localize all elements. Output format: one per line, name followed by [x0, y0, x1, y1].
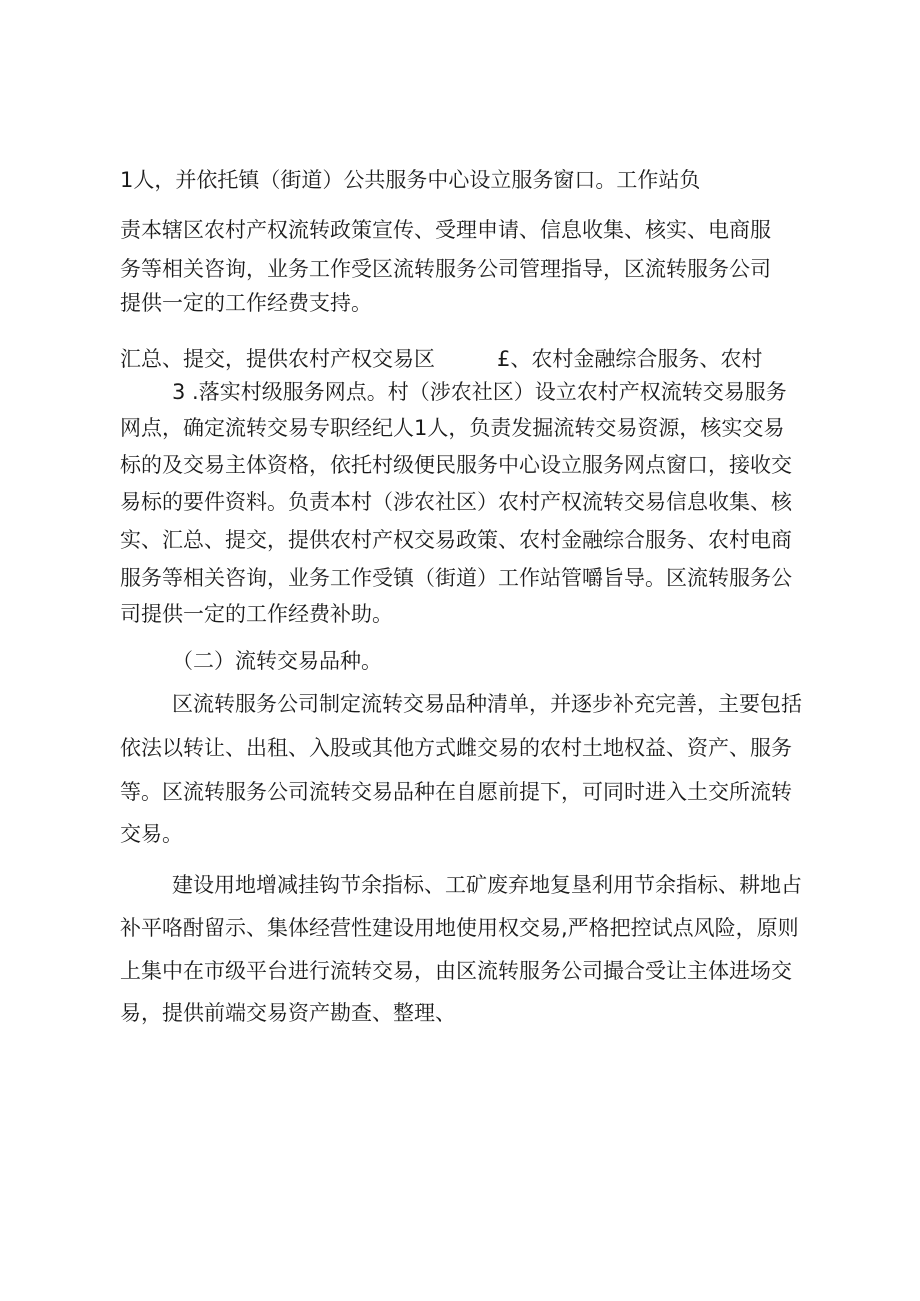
text-line: 交易。 [120, 822, 183, 846]
text-line: 补平咯酎留示、集体经营性建设用地使用权交易,严格把控试点风险，原则 [120, 916, 799, 940]
text-fragment: £、农村金融综合服务、农村 [497, 347, 763, 371]
text-line: 上集中在市级平台进行流转交易，由区流转服务公司撮合受让主体进场交 [120, 959, 792, 983]
text-line: 标的及交易主体资格，依托村级便民服务中心设立服务网点窗口，接收交 [120, 453, 792, 477]
text-line: 建设用地增减挂钩节余指标、工矿废弃地复垦利用节余指标、耕地占 [172, 873, 802, 897]
section-heading: （二）流转交易品种。 [172, 649, 382, 673]
text-line: 依法以转让、出租、入股或其他方式雌交易的农村土地权益、资产、服务 [120, 736, 792, 760]
text-line: 等。区流转服务公司流转交易品种在自愿前提下，可同时进入土交所流转 [120, 780, 792, 804]
text-line: 司提供一定的工作经费补助。 [120, 602, 393, 626]
text-line: 网点，确定流转交易专职经纪人1人，负责发掘流转交易资源，核实交易 [120, 416, 785, 440]
text-fragment: 汇总、提交，提供农村产权交易区 [120, 347, 435, 371]
text-line [120, 345, 762, 373]
text-line: 易标的要件资料。负责本村（涉农社区）农村产权流转交易信息收集、核 [120, 490, 792, 514]
text-line: 易，提供前端交易资产勘查、整理、 [120, 1001, 456, 1025]
text-line: 3 .落实村级服务网点。村（涉农社区）设立农村产权流转交易服务 [172, 380, 787, 404]
text-line: 实、汇总、提交，提供农村产权交易政策、农村金融综合服务、农村电商 [120, 528, 792, 552]
text-line: 1人，并依托镇（街道）公共服务中心设立服务窗口。工作站负 [120, 168, 701, 192]
text-line: 区流转服务公司制定流转交易品种清单，并逐步补充完善，主要包括 [172, 692, 802, 716]
text-line: 责本辖区农村产权流转政策宣传、受理申请、信息收集、核实、电商服 [120, 218, 771, 242]
text-line: 务等相关咨询，业务工作受区流转服务公司管理指导，区流转服务公司 [120, 257, 771, 281]
text-line: 服务等相关咨询，业务工作受镇（街道）工作站管嚼旨导。区流转服务公 [120, 566, 792, 590]
text-line: 提供一定的工作经费支持。 [120, 291, 372, 315]
